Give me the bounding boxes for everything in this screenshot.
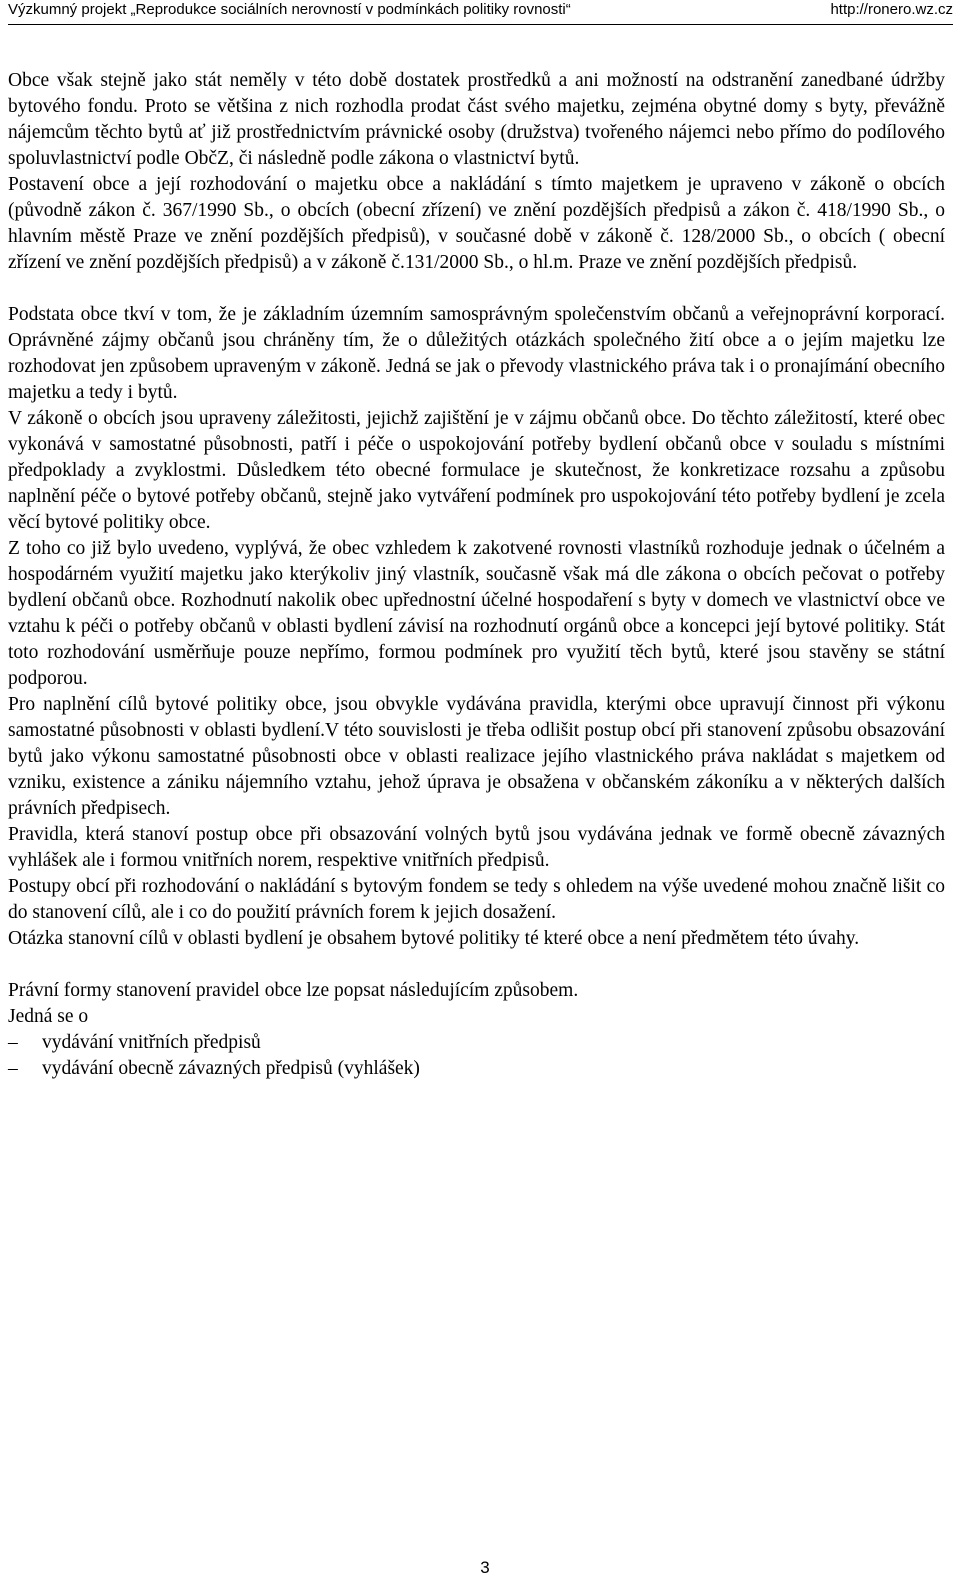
paragraph-8: Postupy obcí při rozhodování o nakládání s bytovým fondem se tedy s ohledem na výše uvedené mohou značně lišit co do stanovení cílů, ale i co do použití právních forem k jejich dosažení. [8,876,945,923]
legal-forms-list [8,1030,945,1082]
paragraph-1: Obce však stejně jako stát neměly v této době dostatek prostředků a ani možností na odstranění zanedbané údržby bytového fondu. Proto se většina z nich rozhodla prodat část svého majetku, zejména obytné domy s byty, převážně nájemcům těchto bytů ať již prostřednictvím právnické osoby (družstva) tvořeného nájemci nebo přímo do podílového spoluvlastnictví podle ObčZ, či následně podle zákona o vlastnictví bytů. [8,70,945,169]
paragraph-4: V zákoně o obcích jsou upraveny záležitosti, jejichž zajištění je v zájmu občanů obce. Do těchto záležitostí, které obec vykonává v samostatné působnosti, patří i péče o uspokojování potřeby bydlení občanů obce v souladu s místními předpoklady a zvyklostmi. Důsledkem této obecné formulace je skutečnost, že konkretizace rozsahu a způsobu naplnění péče o bytové potřeby občanů, stejně jako vytváření podmínek pro uspokojování této potřeby bydlení je zcela věcí bytové politiky obce. [8,408,945,533]
page-number: 3 [480,1558,490,1577]
document-body [8,68,945,1082]
running-header [8,0,953,25]
closing-line-2: Jedná se o [8,1006,89,1027]
list-item [8,1056,945,1082]
paragraph-gap [8,276,945,302]
closing-line-1: Právní formy stanovení pravidel obce lze popsat následujícím způsobem. [8,980,579,1001]
paragraph-5: Z toho co již bylo uvedeno, vyplývá, že obec vzhledem k zakotvené rovnosti vlastníků rozhoduje jednak o účelném a hospodárném využití majetku jako kterýkoliv jiný vlastník, současně však má dle zákona o obcích pečovat o potřeby bydlení občanů obce. Rozhodnutí nakolik obec upřednostní účelné hospodaření s byty v domech ve vlastnictví obce ve vztahu k péči o potřeby občanů v oblasti bydlení závisí na rozhodnutí orgánů obce a koncepci její bytové politiky. Stát toto rozhodování usměrňuje pouze nepřímo, formou podmínek pro využití těch bytů, které jsou stavěny se státní podporou. [8,538,945,689]
paragraph-2: Postavení obce a její rozhodování o majetku obce a nakládání s tímto majetkem je upraveno v zákoně o obcích (původně zákon č. 367/1990 Sb., o obcích (obecní zřízení) ve znění pozdějších předpisů a zákon č. 418/1990 Sb., o hlavním městě Praze ve znění pozdějších předpisů), v současné době v zákoně č. 128/2000 Sb., o obcích ( obecní zřízení ve znění pozdějších předpisů) a v zákoně č.131/2000 Sb., o hl.m. Praze ve znění pozdějších předpisů. [8,174,945,273]
paragraph-3: Podstata obce tkví v tom, že je základním územním samosprávným společenstvím občanů a veřejnoprávní korporací. Oprávněné zájmy občanů jsou chráněny tím, že o důležitých otázkách společného žití obce a o jejím majetku lze rozhodovat jen způsobem upraveným v zákoně. Jedná se jak o převody vlastnického práva tak i o pronajímání obecního majetku a tedy i bytů. [8,304,945,403]
header-project-title: Výzkumný projekt „Reprodukce sociálních nerovností v podmínkách politiky rovnosti“ [8,1,571,18]
list-dash: – [8,1032,18,1053]
header-url: http://ronero.wz.cz [830,1,953,18]
list-item-text: vydávání vnitřních předpisů [42,1032,261,1053]
list-dash: – [8,1058,18,1079]
paragraph-gap [8,952,945,978]
page-footer [0,1558,960,1578]
paragraph-9: Otázka stanovní cílů v oblasti bydlení je obsahem bytové politiky té které obce a není předmětem této úvahy. [8,928,860,949]
list-item [8,1030,945,1056]
paragraph-7: Pravidla, která stanoví postup obce při obsazování volných bytů jsou vydávána jednak ve formě obecně závazných vyhlášek ale i formou vnitřních norem, respektive vnitřních předpisů. [8,824,945,871]
list-item-text: vydávání obecně závazných předpisů (vyhlášek) [42,1058,420,1079]
paragraph-6: Pro naplnění cílů bytové politiky obce, jsou obvykle vydávána pravidla, kterými obce upravují činnost při výkonu samostatné působnosti v oblasti bydlení.V této souvislosti je třeba odlišit postup obcí při stanovení způsobu obsazování bytů jako výkonu samostatné působnosti obce v oblasti realizace jejího vlastnického práva nakládat s majetkem od vzniku, existence a zániku nájemního vztahu, jehož úprava je obsažena v občanském zákoníku a v některých dalších právních předpisech. [8,694,945,819]
